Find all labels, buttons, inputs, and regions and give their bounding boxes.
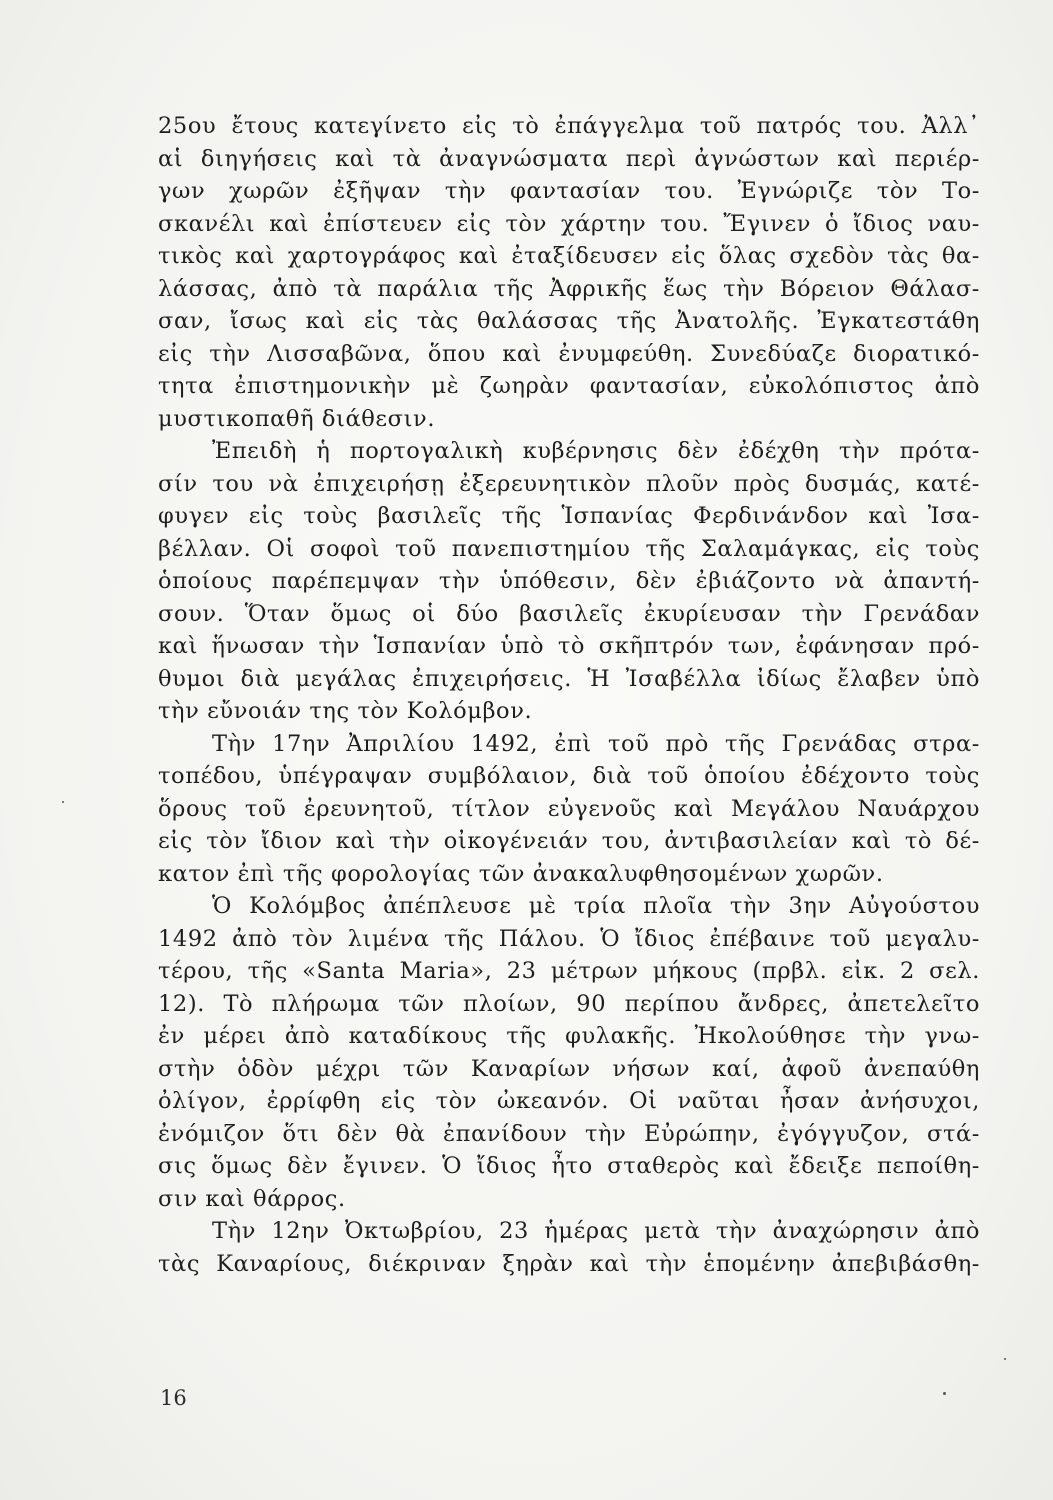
text-line: σαν, ἴσως καὶ εἰς τὰς θαλάσσας τῆς Ἀνατολῆς. Ἐγκατεστάθη	[158, 308, 980, 334]
text-line: τὰς Καναρίους, διέκριναν ξηρὰν καὶ τὴν ἑπομένην ἀπεβιβάσθη-	[158, 1250, 980, 1277]
text-line: εἰς τὴν Λισσαβῶνα, ὅπου καὶ ἐνυμφεύθη. Συνεδύαζε διορατικό-	[158, 340, 980, 367]
text-line: σκανέλι καὶ ἐπίστευεν εἰς τὸν χάρτην του. Ἔγινεν ὁ ἴδιος ναυ-	[158, 210, 980, 237]
text-line: καὶ ἥνωσαν τὴν Ἱσπανίαν ὑπὸ τὸ σκῆπτρόν των, ἐφάνησαν πρό-	[158, 633, 980, 659]
text-line: φυγεν εἰς τοὺς βασιλεῖς τῆς Ἱσπανίας Φερδινάνδον καὶ Ἰσα-	[158, 503, 980, 529]
body-text	[158, 110, 980, 1280]
scan-speck	[1004, 1358, 1006, 1360]
text-line: τικὸς καὶ χαρτογράφος καὶ ἐταξίδευσεν εἰς ὅλας σχεδὸν τὰς θα-	[158, 243, 980, 269]
text-line: 12). Τὸ πλήρωμα τῶν πλοίων, 90 περίπου ἄνδρες, ἀπετελεῖτο	[158, 990, 980, 1017]
text-line: τοπέδου, ὑπέγραψαν συμβόλαιον, διὰ τοῦ ὁποίου ἐδέχοντο τοὺς	[158, 763, 980, 789]
text-line: τέρου, τῆς «Santa Maria», 23 μέτρων μήκους (πρβλ. εἰκ. 2 σελ.	[158, 958, 980, 984]
text-line: εἰς τὸν ἴδιον καὶ τὴν οἰκογένειάν του, ἀντιβασιλείαν καὶ τὸ δέ-	[158, 828, 980, 854]
text-line: ὅρους τοῦ ἐρευνητοῦ, τίτλον εὐγενοῦς καὶ Μεγάλου Ναυάρχου	[158, 795, 980, 822]
text-line: 1492 ἀπὸ τὸν λιμένα τῆς Πάλου. Ὁ ἴδιος ἐπέβαινε τοῦ μεγαλυ-	[158, 925, 980, 952]
text-line: σουν. Ὅταν ὅμως οἱ δύο βασιλεῖς ἐκυρίευσαν τὴν Γρενάδαν	[158, 600, 980, 627]
text-line: ἐν μέρει ἀπὸ καταδίκους τῆς φυλακῆς. Ἠκολούθησε τὴν γνω-	[158, 1023, 980, 1049]
paragraph-start: Ἐπειδὴ ἡ πορτογαλικὴ κυβέρνησις δὲν ἐδέχθη τὴν πρότα-	[212, 438, 980, 464]
text-line: σίν του νὰ ἐπιχειρήσῃ ἐξερευνητικὸν πλοῦν πρὸς δυσμάς, κατέ-	[158, 470, 980, 497]
text-line: ὀλίγον, ἐρρίφθη εἰς τὸν ὠκεανόν. Οἱ ναῦται ἦσαν ἀνήσυχοι,	[158, 1088, 980, 1114]
paragraph-start: Τὴν 17ην Ἀπριλίου 1492, ἐπὶ τοῦ πρὸ τῆς Γρενάδας στρα-	[212, 730, 980, 757]
text-line: θυμοι διὰ μεγάλας ἐπιχειρήσεις. Ἡ Ἰσαβέλλα ἰδίως ἔλαβεν ὑπὸ	[158, 665, 980, 692]
scan-speck	[943, 1392, 946, 1395]
text-line: μυστικοπαθῆ διάθεσιν.	[158, 405, 436, 432]
text-line: τὴν εὔνοιάν της τὸν Κολόμβον.	[158, 698, 533, 724]
text-line: σιν καὶ θάρρος.	[158, 1185, 346, 1212]
text-line: γων χωρῶν ἐξῆψαν τὴν φαντασίαν του. Ἐγνώριζε τὸν Το-	[158, 178, 980, 204]
text-line: σις ὅμως δὲν ἔγινεν. Ὁ ἴδιος ἦτο σταθερὸς καὶ ἔδειξε πεποίθη-	[158, 1153, 980, 1179]
text-line: αἱ διηγήσεις καὶ τὰ ἀναγνώσματα περὶ ἀγνώστων καὶ περιέρ-	[158, 145, 980, 172]
text-line: λάσσας, ἀπὸ τὰ παράλια τῆς Ἀφρικῆς ἕως τὴν Βόρειον Θάλασ-	[158, 275, 980, 302]
paragraph-start: Τὴν 12ην Ὀκτωβρίου, 23 ἡμέρας μετὰ τὴν ἀναχώρησιν ἀπὸ	[212, 1218, 980, 1244]
text-line: ἐνόμιζον ὅτι δὲν θὰ ἐπανίδουν τὴν Εὐρώπην, ἐγόγγυζον, στά-	[158, 1120, 980, 1147]
text-line: 25ου ἔτους κατεγίνετο εἰς τὸ ἐπάγγελμα τοῦ πατρός του. Ἀλλ᾽	[158, 113, 980, 139]
text-line: τητα ἐπιστημονικὴν μὲ ζωηρὰν φαντασίαν, εὐκολόπιστος ἀπὸ	[158, 373, 980, 399]
text-line: στὴν ὁδὸν μέχρι τῶν Καναρίων νήσων καί, ἀφοῦ ἀνεπαύθη	[158, 1055, 980, 1082]
text-line: ὁποίους παρέπεμψαν τὴν ὑπόθεσιν, δὲν ἐβιάζοντο νὰ ἀπαντή-	[158, 568, 980, 594]
paragraph-start: Ὁ Κολόμβος ἀπέπλευσε μὲ τρία πλοῖα τὴν 3ην Αὐγούστου	[212, 893, 980, 919]
scan-speck	[62, 801, 64, 803]
page-number: 16	[160, 1386, 187, 1410]
text-line: κατον ἐπὶ τῆς φορολογίας τῶν ἀνακαλυφθησομένων χωρῶν.	[158, 860, 884, 887]
text-line: βέλλαν. Οἱ σοφοὶ τοῦ πανεπιστημίου τῆς Σαλαμάγκας, εἰς τοὺς	[158, 535, 980, 562]
